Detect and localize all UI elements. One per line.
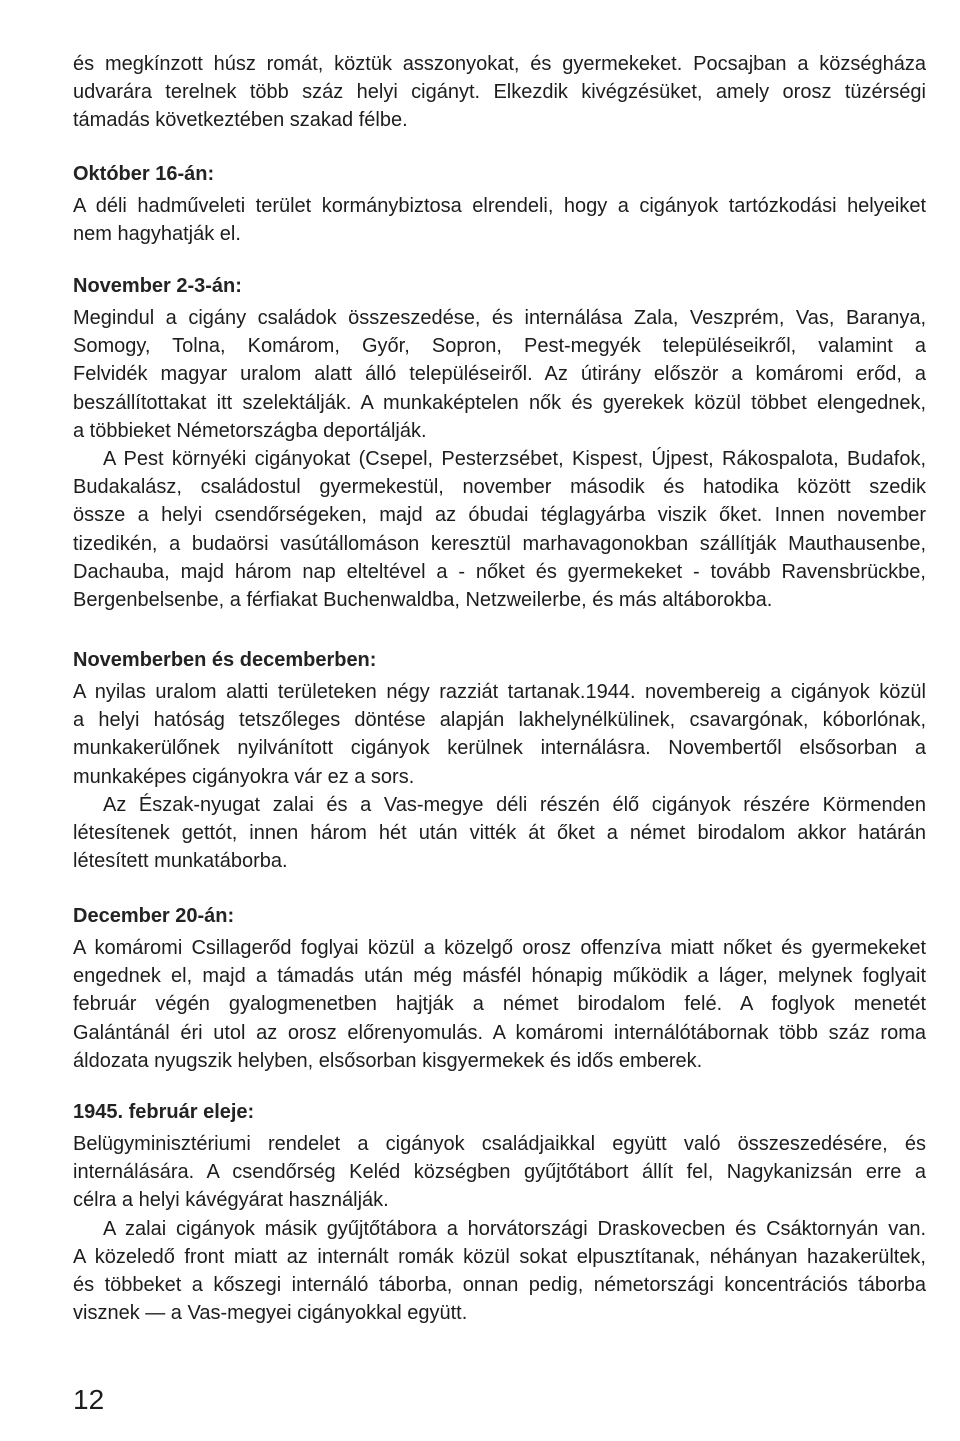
text-line: a többieket Németországba deportálják.	[73, 419, 427, 442]
section-heading: 1945. február eleje:	[73, 1101, 255, 1123]
text-line: Belügyminisztériumi rendelet a cigányok családjaikkal együtt való összeszedésére, és	[73, 1133, 926, 1155]
text-line: Somogy, Tolna, Komárom, Győr, Sopron, Pest-megyék településeikről, valamint a	[73, 335, 926, 358]
text-line: Az Észak-nyugat zalai és a Vas-megye déli részén élő cigányok részére Körmenden	[103, 793, 926, 816]
section-heading: December 20-án:	[73, 905, 235, 927]
text-line: létesítenek gettót, innen három hét után vitték át őket a német birodalom akkor határán	[73, 822, 926, 845]
text-line: és megkínzott húsz romát, köztük asszonyokat, és gyermekeket. Pocsajban a községháza	[73, 53, 926, 75]
paragraph	[73, 934, 926, 1075]
text-line: áldozata nyugszik helyben, elsősorban kisgyermekek és idős emberek.	[73, 1049, 703, 1072]
text-line: A komáromi Csillagerőd foglyai közül a közelgő orosz offenzíva miatt nőket és gyermekeket	[73, 937, 926, 959]
paragraph	[73, 445, 926, 614]
paragraph	[73, 50, 926, 135]
section-heading: November 2-3-án:	[73, 275, 242, 297]
text-line: munkaképes cigányokra vár ez a sors.	[73, 765, 415, 788]
text-line: A közeledő front miatt az internált romák közül sokat elpusztítanak, néhányan hazakerültek,	[73, 1245, 926, 1268]
section-november-2-3	[73, 272, 926, 614]
text-line: A déli hadműveleti terület kormánybiztosa elrendeli, hogy a cigányok tartózkodási helyeiket	[73, 195, 926, 217]
text-line: támadás következtében szakad félbe.	[73, 109, 408, 132]
text-line: munkakerülőnek nyilvánított cigányok kerülnek internálásra. Novembertől elsősorban a	[73, 737, 926, 760]
section-novemberben-es-decemberben	[73, 646, 926, 875]
paragraph	[73, 192, 926, 248]
text-line: Megindul a cigány családok összeszedése, és internálása Zala, Veszprém, Vas, Baranya,	[73, 307, 926, 329]
section-december-20	[73, 902, 926, 1075]
text-line: Bergenbelsenbe, a férfiakat Buchenwaldba, Netzweilerbe, és más altáborokba.	[73, 589, 773, 612]
section-heading: Október 16-án:	[73, 163, 215, 185]
text-line: A Pest környéki cigányokat (Csepel, Pesterzsébet, Kispest, Újpest, Rákospalota, Budafok,	[103, 448, 926, 471]
paragraph	[73, 1130, 926, 1215]
text-line: és többeket a kőszegi internáló táborba, onnan pedig, németországi koncentrációs táborba	[73, 1274, 926, 1297]
text-line: össze a helyi csendőrségeken, majd az óbudai téglagyárba viszik őket. Innen november	[73, 504, 926, 527]
text-line: célra a helyi kávégyárat használják.	[73, 1189, 389, 1212]
text-line: nem hagyhatják el.	[73, 223, 241, 246]
text-line: beszállítottakat itt szelektálják. A munkaképtelen nők és gyerekek közül többet elengednek,	[73, 391, 926, 414]
section-heading: Novemberben és decemberben:	[73, 649, 377, 671]
text-line: létesített munkatáborba.	[73, 850, 288, 873]
text-line: A nyilas uralom alatti területeken négy razziát tartanak.1944. novembereig a cigányok közül	[73, 681, 926, 703]
text-line: visznek — a Vas-megyei cigányokkal együtt.	[73, 1302, 468, 1325]
section-1945-februar-eleje	[73, 1098, 926, 1327]
text-line: engednek el, majd a támadás után még másfél hónapig működik a láger, melynek foglyait	[73, 965, 926, 988]
text-line: a helyi hatóság tetszőleges döntése alapján lakhelynélkülinek, csavargónak, kóborlónak,	[73, 709, 926, 732]
text-line: A zalai cigányok másik gyűjtőtábora a horvátországi Draskovecben és Csáktornyán van.	[103, 1217, 926, 1240]
text-line: Felvidék magyar uralom alatt álló településeiről. Az útirány először a komáromi erőd, a	[73, 363, 926, 386]
paragraph	[73, 304, 926, 445]
paragraph	[73, 791, 926, 876]
text-line: tizedikén, a budaörsi vasútállomáson keresztül marhavagonokban szállítják Mauthausenbe,	[73, 532, 926, 555]
text-line: február végén gyalogmenetben hajtják a német birodalom felé. A foglyok menetét	[73, 993, 926, 1016]
text-line: internálására. A csendőrség Keléd községben gyűjtőtábort állít fel, Nagykanizsán erre a	[73, 1161, 926, 1184]
text-line: udvarára terelnek több száz helyi cigányt. Elkezdik kivégzésüket, amely orosz tüzérségi	[73, 81, 926, 104]
paragraph	[73, 678, 926, 791]
text-line: Dachauba, majd három nap elteltével a - nőket és gyermekeket - tovább Ravensbrückbe,	[73, 560, 926, 583]
page-number: 12	[73, 1384, 105, 1415]
section-intro	[73, 50, 926, 135]
text-line: Galántánál éri utol az orosz előrenyomulás. A komáromi internálótábornak több száz roma	[73, 1021, 926, 1044]
section-oktober-16	[73, 160, 926, 248]
text-line: Budakalász, családostul gyermekestül, november második és hatodika között szedik	[73, 476, 926, 499]
paragraph	[73, 1215, 926, 1328]
